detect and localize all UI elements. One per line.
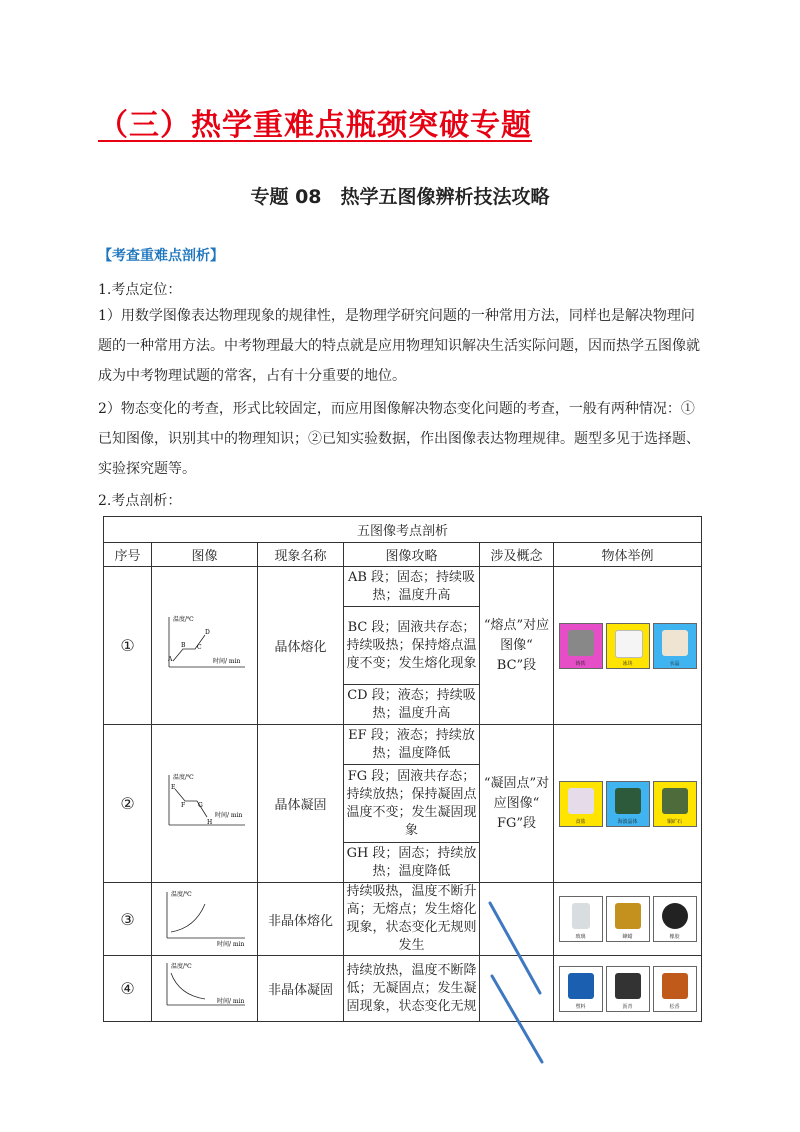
graph-y-label: 温度/℃ <box>172 615 194 623</box>
row2-index: ② <box>104 725 152 883</box>
svg-text:A: A <box>167 655 172 663</box>
header-attack: 图像攻略 <box>344 543 480 567</box>
row3-examples <box>554 883 702 956</box>
svg-text:B: B <box>180 641 185 649</box>
example-photo: 水晶 <box>653 623 697 669</box>
analysis-table <box>103 516 702 1022</box>
graph-y-label: 温度/℃ <box>170 891 192 898</box>
row1-examples <box>554 567 702 725</box>
example-photo: 玻璃 <box>559 896 603 942</box>
amorphous-solidification-graph-icon <box>155 959 255 1015</box>
row4-name: 非晶体凝固 <box>258 956 344 1022</box>
graph-x-label: 时间/ min <box>216 997 244 1005</box>
example-photo: 蜂蜡 <box>606 896 650 942</box>
example-photo: 橡胶 <box>653 896 697 942</box>
header-graph: 图像 <box>152 543 258 567</box>
svg-text:G: G <box>197 801 203 809</box>
header-examples: 物体举例 <box>554 543 702 567</box>
row2-graph <box>152 725 258 883</box>
row1-index: ① <box>104 567 152 725</box>
svg-text:F: F <box>180 801 185 809</box>
amorphous-melting-graph-icon <box>155 886 255 948</box>
example-photo: 沥青 <box>606 966 650 1012</box>
row3-index: ③ <box>104 883 152 956</box>
row4-examples <box>554 956 702 1022</box>
section-heading: 【考查重难点剖析】 <box>98 248 224 264</box>
sub-title: 专题 08 热学五图像辨析技法攻略 <box>250 186 550 208</box>
paragraph-1: 1.考点定位： <box>98 282 182 298</box>
example-photo: 海波晶体 <box>606 781 650 827</box>
row4-concept <box>480 956 554 1022</box>
row4-graph <box>152 956 258 1022</box>
row3-attack: 持续吸热，温度不断升高；无熔点；发生熔化现象，状态变化无规则发生 <box>344 883 480 956</box>
solidification-graph-icon <box>155 767 255 837</box>
row2-name: 晶体凝固 <box>258 725 344 883</box>
row4-index: ④ <box>104 956 152 1022</box>
row2-attack-fg: FG 段；固液共存态；持续放热；保持凝固点温度不变；发生凝固现象 <box>344 765 480 843</box>
example-photo: 松香 <box>653 966 697 1012</box>
graph-x-label: 时间/ min <box>212 657 240 665</box>
row3-graph <box>152 883 258 956</box>
table-caption: 五图像考点剖析 <box>104 517 702 543</box>
header-concept: 涉及概念 <box>480 543 554 567</box>
row1-graph <box>152 567 258 725</box>
row1-attack-cd: CD 段；液态；持续吸热；温度升高 <box>344 685 480 725</box>
paragraph-4: 2.考点剖析： <box>98 493 182 509</box>
row2-attack-ef: EF 段；液态；持续放热；温度降低 <box>344 725 480 765</box>
paragraph-3: 2）物态变化的考查，形式比较固定，而应用图像解决物态变化问题的考查，一般有两种情况：①已知图像，识别其中的物理知识；②已知实验数据，作出图像表达物理规律。题型多见于选择题、实验探究题等。 <box>98 401 700 477</box>
header-phenomenon: 现象名称 <box>258 543 344 567</box>
example-photo: 塑料 <box>559 966 603 1012</box>
graph-y-label: 温度/℃ <box>170 962 192 970</box>
graph-x-label: 时间/ min <box>214 811 242 819</box>
row3-concept <box>480 883 554 956</box>
main-title: （三）热学重难点瓶颈突破专题 <box>98 108 532 143</box>
svg-text:D: D <box>204 628 210 636</box>
row1-attack-ab: AB 段；固态；持续吸热；温度升高 <box>344 567 480 607</box>
row2-concept: “凝固点”对应图像“ FG”段 <box>480 725 554 883</box>
row1-name: 晶体熔化 <box>258 567 344 725</box>
example-photo: 铜矿石 <box>653 781 697 827</box>
paragraph-2: 1）用数学图像表达物理现象的规律性，是物理学研究问题的一种常用方法，同样也是解决物理问题的一种常用方法。中考物理最大的特点就是应用物理知识解决生活实际问题，因而热学五图像就成为中考物理试题的常客，占有十分重要的地位。 <box>98 308 700 384</box>
svg-text:E: E <box>170 783 175 791</box>
example-photo: 铸铁 <box>559 623 603 669</box>
header-index: 序号 <box>104 543 152 567</box>
melting-graph-icon <box>155 609 255 679</box>
graph-x-label: 时间/ min <box>216 941 244 948</box>
row2-attack-gh: GH 段；固态；持续放热；温度降低 <box>344 843 480 883</box>
svg-text:H: H <box>206 818 212 826</box>
row3-name: 非晶体熔化 <box>258 883 344 956</box>
example-photo: 冰块 <box>606 623 650 669</box>
graph-y-label: 温度/℃ <box>172 773 194 781</box>
row1-attack-bc: BC 段；固液共存态；持续吸热；保持熔点温度不变；发生熔化现象 <box>344 607 480 685</box>
row1-concept: “熔点”对应图像“ BC”段 <box>480 567 554 725</box>
row4-attack: 持续放热，温度不断降低；无凝固点；发生凝固现象，状态变化无规 <box>344 956 480 1022</box>
svg-text:C: C <box>196 643 202 651</box>
example-photo: 食盐 <box>559 781 603 827</box>
row2-examples <box>554 725 702 883</box>
